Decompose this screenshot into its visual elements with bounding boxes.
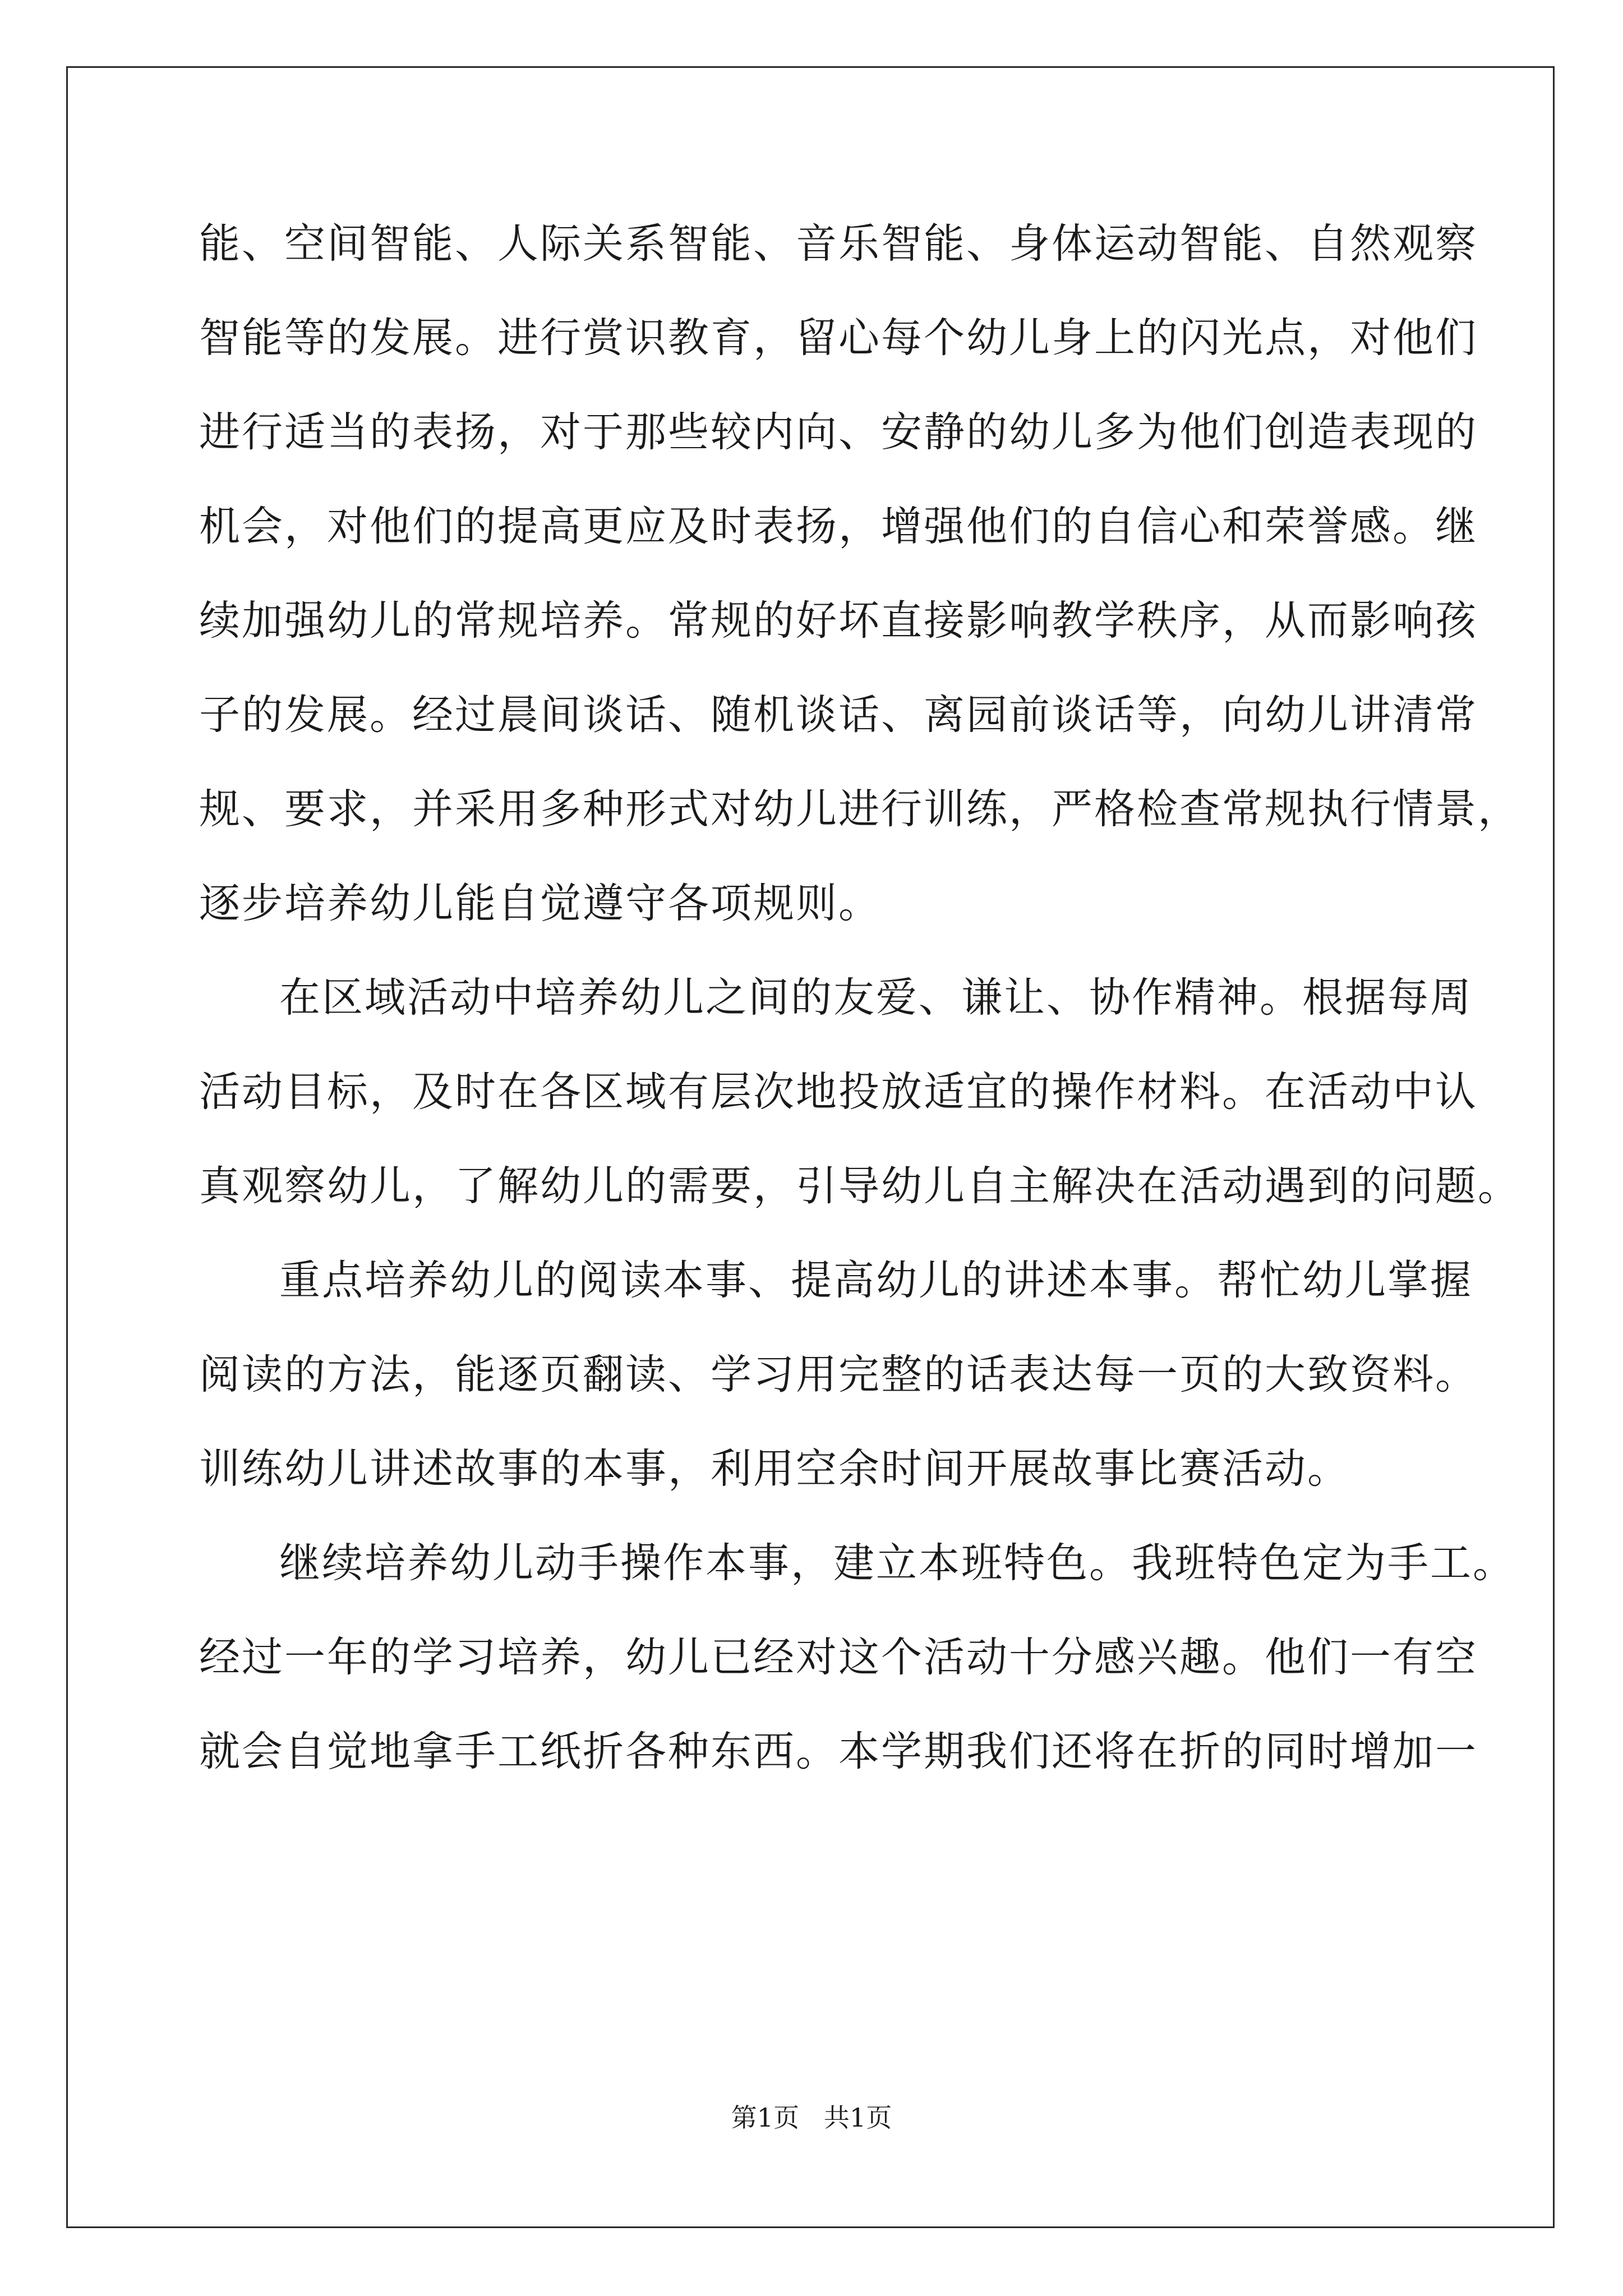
- text-line-4: 机会，对他们的提高更应及时表扬，增强他们的自信心和荣誉感。继: [199, 503, 1478, 550]
- text-line-3: 进行适当的表扬，对于那些较内向、安静的幼儿多为他们创造表现的: [199, 408, 1478, 456]
- text-line-16: 经过一年的学习培养，幼儿已经对这个活动十分感兴趣。他们一有空: [199, 1634, 1478, 1681]
- text-line-6: 子的发展。经过晨间谈话、随机谈话、离园前谈话等，向幼儿讲清常: [199, 691, 1478, 739]
- text-line-17: 就会自觉地拿手工纸折各种东西。本学期我们还将在折的同时增加一: [199, 1728, 1478, 1775]
- text-line-5: 续加强幼儿的常规培养。常规的好坏直接影响教学秩序，从而影响孩: [199, 597, 1478, 645]
- text-line-13: 阅读的方法，能逐页翻读、学习用完整的话表达每一页的大致资料。: [199, 1351, 1478, 1398]
- text-line-8: 逐步培养幼儿能自觉遵守各项规则。: [199, 880, 881, 927]
- text-line-11: 真观察幼儿，了解幼儿的需要，引导幼儿自主解决在活动遇到的问题。: [199, 1162, 1520, 1210]
- text-line-1: 能、空间智能、人际关系智能、音乐智能、身体运动智能、自然观察: [199, 220, 1478, 268]
- text-line-2: 智能等的发展。进行赏识教育，留心每个幼儿身上的闪光点，对他们: [199, 314, 1478, 362]
- text-line-7: 规、要求，并采用多种形式对幼儿进行训练，严格检查常规执行情景，: [199, 785, 1520, 833]
- text-line-10: 活动目标，及时在各区域有层次地投放适宜的操作材料。在活动中认: [199, 1068, 1478, 1116]
- text-line-12: 重点培养幼儿的阅读本事、提高幼儿的讲述本事。帮忙幼儿掌握: [279, 1257, 1473, 1304]
- page-number-footer: 第1页 共1页: [731, 2102, 892, 2133]
- text-line-15: 继续培养幼儿动手操作本事，建立本班特色。我班特色定为手工。: [279, 1539, 1515, 1587]
- text-line-9: 在区域活动中培养幼儿之间的友爱、谦让、协作精神。根据每周: [279, 974, 1473, 1022]
- page-border: [66, 66, 1555, 2228]
- text-line-14: 训练幼儿讲述故事的本事，利用空余时间开展故事比赛活动。: [199, 1445, 1350, 1493]
